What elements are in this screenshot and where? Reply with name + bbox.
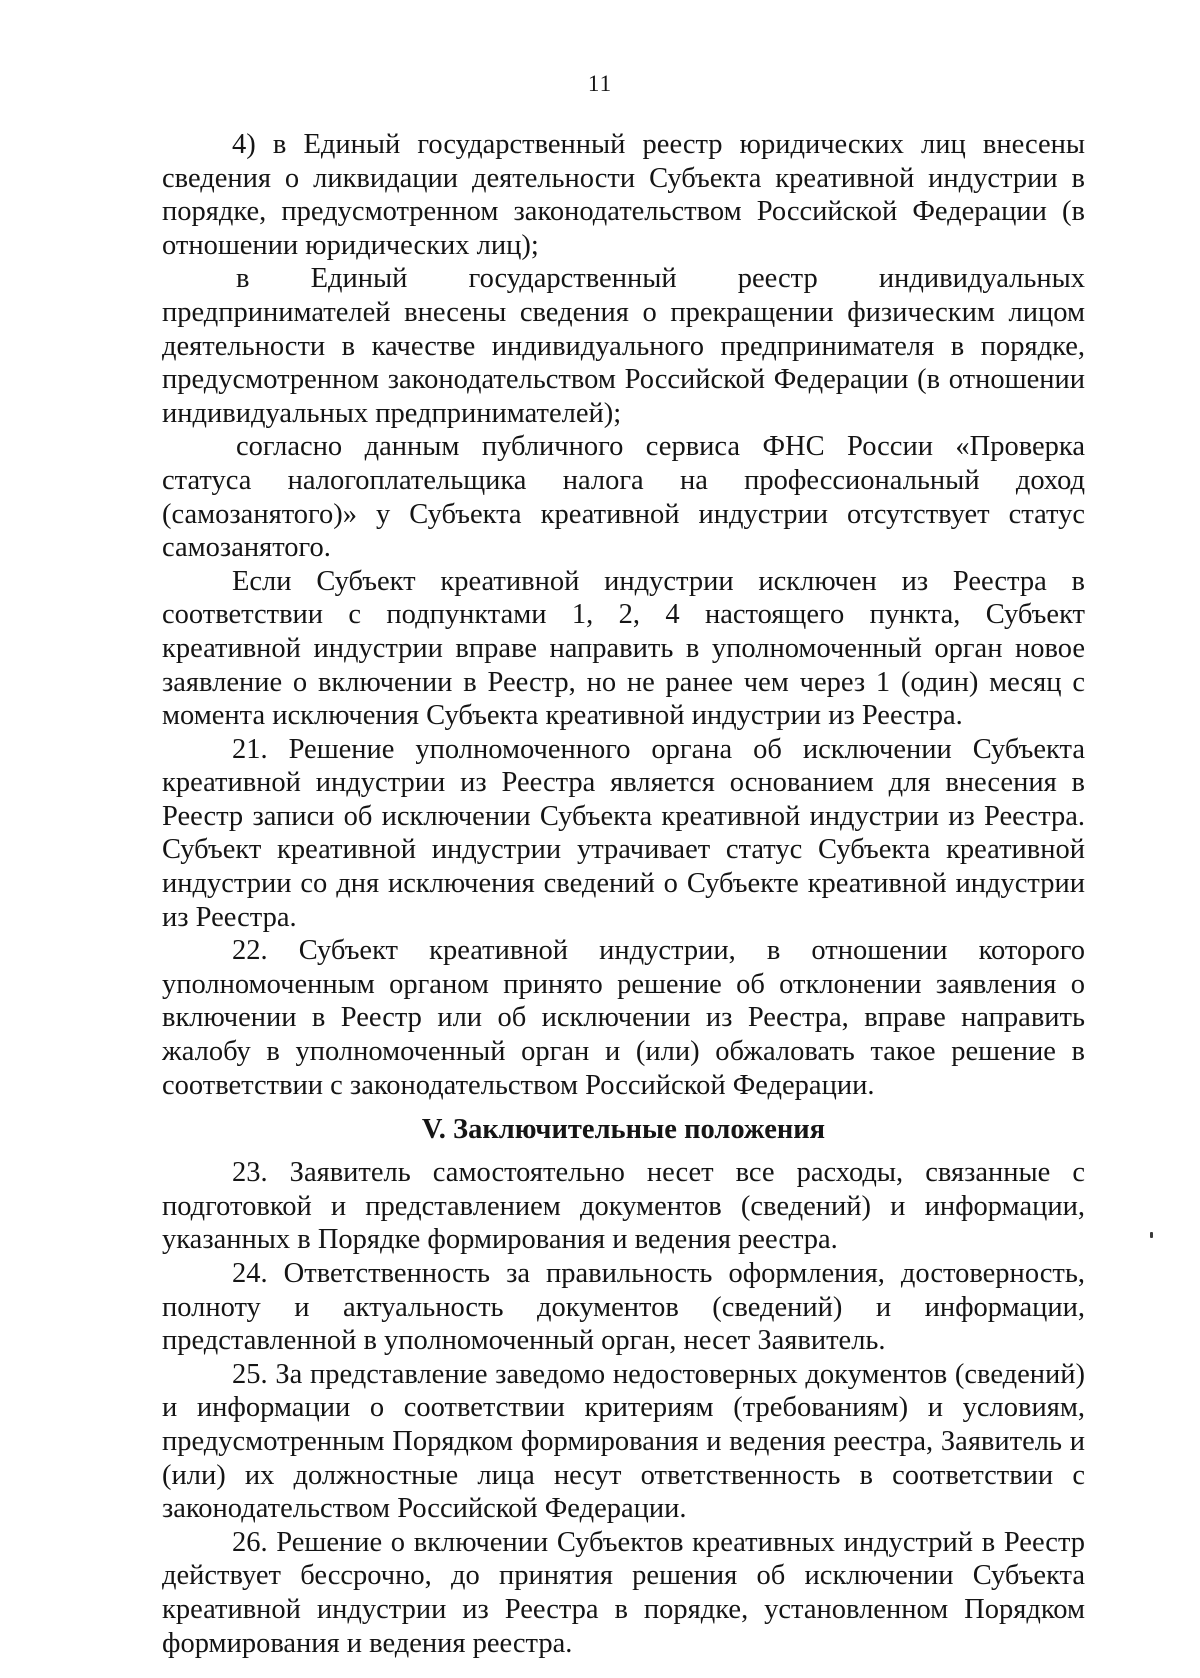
document-body [162,128,1085,1660]
paragraph-self-employed-status: согласно данным публичного сервиса ФНС России «Проверка статуса налогоплательщика налога на профессиональный доход (самозанятого)» у Субъекта креативной индустрии отсутствует статус самозанятого. [162,431,1085,564]
paragraph-item-4: 4) в Единый государственный реестр юридических лиц внесены сведения о ликвидации деятельности Субъекта креативной индустрии в порядке, предусмотренном законодательством Российской Федерации (в отношении юридических лиц); [162,129,1085,261]
paragraph-reapplication: Если Субъект креативной индустрии исключен из Реестра в соответствии с подпунктами 1, 2, 4 настоящего пункта, Субъект креативной индустрии вправе направить в уполномоченный орган новое заявление о включении в Реестр, но не ранее чем через 1 (один) месяц с момента исключения Субъекта креативной индустрии из Реестра. [162,565,1085,732]
paragraph-24: 24. Ответственность за правильность оформления, достоверность, полноту и актуальность документов (сведений) и информации, представленной в уполномоченный орган, несет Заявитель. [162,1258,1085,1357]
paragraph-26: 26. Решение о включении Субъектов креативных индустрий в Реестр действует бессрочно, до принятия решения об исключении Субъекта креативной индустрии из Реестра в порядке, установленном Порядком формирования и ведения реестра. [162,1526,1085,1659]
paragraph-22: 22. Субъект креативной индустрии, в отношении которого уполномоченным органом принято решение об отклонении заявления о включении в Реестр или об исключении из Реестра, вправе направить жалобу в уполномоченный орган и (или) обжаловать такое решение в соответствии с законодательством Российской Федерации. [162,935,1085,1101]
paragraph-individual-entrepreneurs: в Единый государственный реестр индивидуальных предпринимателей внесены сведения о прекращении физическим лицом деятельности в качестве индивидуального предпринимателя в порядке, предусмотренном законодательством Российской Федерации (в отношении индивидуальных предпринимателей); [162,263,1085,429]
scan-artifact-mark [1150,1232,1153,1238]
page-number: 11 [587,71,613,96]
section-heading: V. Заключительные положения [421,1114,826,1146]
paragraph-21: 21. Решение уполномоченного органа об исключении Субъекта креативной индустрии из Реестра является основанием для внесения в Реестр записи об исключении Субъекта креативной индустрии из Реестра. Субъект креативной индустрии утрачивает статус Субъекта креативной индустрии со дня исключения сведений о Субъекте креативной индустрии из Реестра. [162,733,1085,933]
paragraph-25: 25. За представление заведомо недостоверных документов (сведений) и информации о соответствии критериям (требованиям) и условиям, предусмотренным Порядком формирования и ведения реестра, Заявитель и (или) их должностные лица несут ответственность в соответствии с законодательством Российской Федерации. [162,1358,1085,1525]
paragraph-23: 23. Заявитель самостоятельно несет все расходы, связанные с подготовкой и представлением документов (сведений) и информации, указанных в Порядке формирования и ведения реестра. [162,1157,1085,1256]
